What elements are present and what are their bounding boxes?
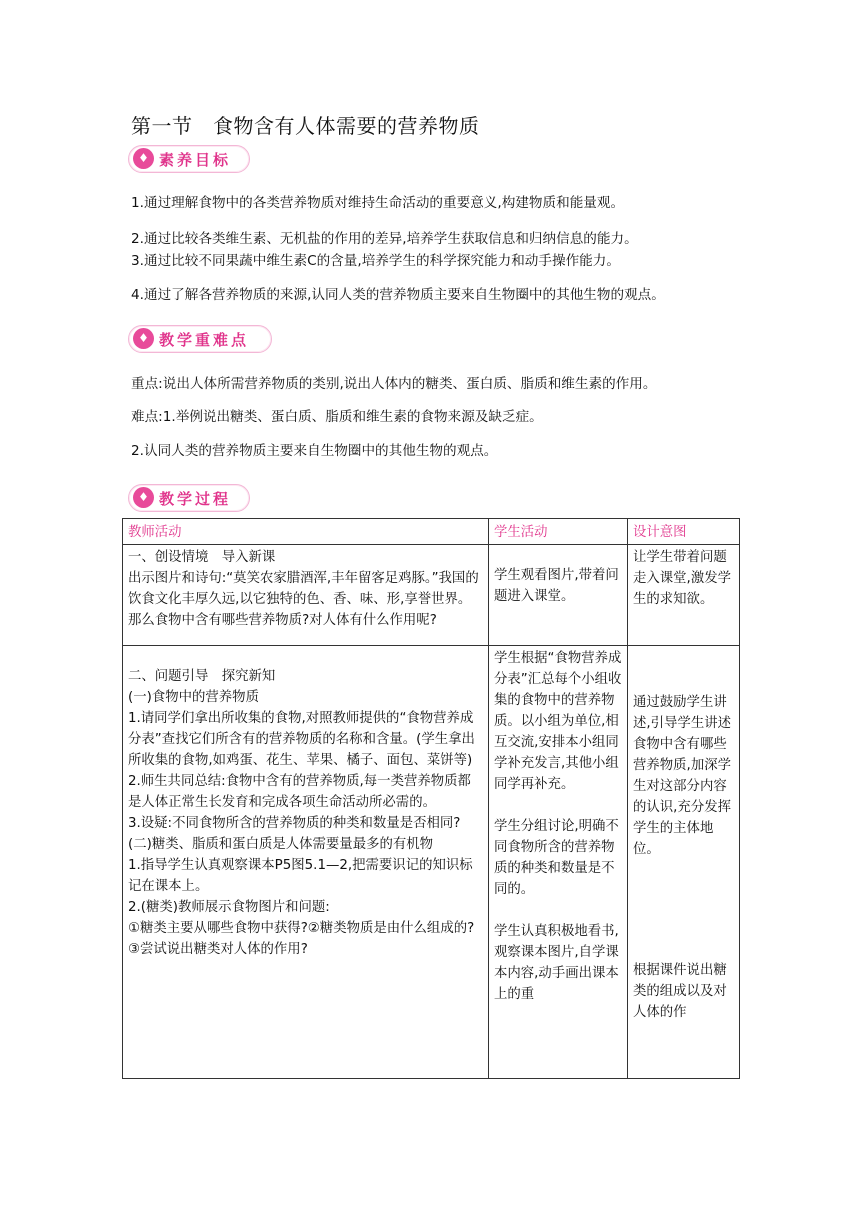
teacher-text: 二、问题引导 探究新知 xyxy=(128,669,276,684)
goal-item: 1.通过理解食物中的各类营养物质对维持生命活动的重要意义,构建物质和能量观。 xyxy=(131,195,625,211)
table-row xyxy=(123,545,740,646)
intent-text: 通过鼓励学生讲述,引导学生讲述食物中含有哪些营养物质,加深学生对这部分内容的认识,充分发挥学生的主体地位。 xyxy=(633,695,731,857)
teacher-text: (一)食物中的营养物质 xyxy=(128,690,259,705)
goal-item: 2.通过比较各类维生素、无机盐的作用的差异,培养学生获取信息和归纳信息的能力。 xyxy=(131,231,638,247)
section-label: 教学重难点 xyxy=(159,331,250,349)
section-icon: ♦ xyxy=(133,328,154,349)
teacher-cell xyxy=(123,646,489,1079)
section-badge-goals xyxy=(128,145,250,173)
section-badge-keypoints xyxy=(128,325,272,353)
student-cell xyxy=(489,545,628,646)
intent-cell xyxy=(628,646,740,1079)
teacher-text: 1.请同学们拿出所收集的食物,对照教师提供的“食物营养成分表”查找它们所含有的营养物质的名称和含量。(学生拿出所收集的食物,如鸡蛋、花生、苹果、橘子、面包、菜饼等) xyxy=(128,711,475,768)
teacher-text: 1.指导学生认真观察课本P5图5.1—2,把需要识记的知识标记在课本上。 xyxy=(128,858,473,894)
section-label: 教学过程 xyxy=(159,490,232,508)
student-text: 学生观看图片,带着问题进入课堂。 xyxy=(494,568,619,604)
goal-item: 3.通过比较不同果蔬中维生素C的含量,培养学生的科学探究能力和动手操作能力。 xyxy=(131,253,620,269)
table-row xyxy=(123,646,740,1079)
teacher-text: 一、创设情境 导入新课 xyxy=(128,550,276,565)
intent-cell xyxy=(628,545,740,646)
teacher-text: 3.设疑:不同食物所含的营养物质的种类和数量是否相同? xyxy=(128,816,461,831)
teacher-text: 2.师生共同总结:食物中含有的营养物质,每一类营养物质都是人体正常生长发育和完成各项生命活动所必需的。 xyxy=(128,774,471,810)
intent-text: 让学生带着问题走入课堂,激发学生的求知欲。 xyxy=(633,550,731,607)
header-teacher: 教师活动 xyxy=(123,519,489,545)
section-label: 素养目标 xyxy=(159,151,232,169)
header-student: 学生活动 xyxy=(489,519,628,545)
section-badge-process xyxy=(128,484,250,512)
section-icon: ♦ xyxy=(133,487,154,508)
teacher-text: 2.(糖类)教师展示食物图片和问题: xyxy=(128,900,330,915)
teacher-text: 出示图片和诗句:“莫笑农家腊酒浑,丰年留客足鸡豚。”我国的饮食文化丰厚久远,以它独特的色、香、味、形,享誉世界。那么食物中含有哪些营养物质?对人体有什么作用呢? xyxy=(128,571,479,628)
section-icon: ♦ xyxy=(133,148,154,169)
goal-item: 4.通过了解各营养物质的来源,认同人类的营养物质主要来自生物圈中的其他生物的观点。 xyxy=(131,287,665,303)
intent-text: 根据课件说出糖类的组成以及对人体的作 xyxy=(633,963,727,1020)
lesson-process-table xyxy=(122,518,740,1079)
header-intent: 设计意图 xyxy=(628,519,740,545)
keypoint-item: 2.认同人类的营养物质主要来自生物圈中的其他生物的观点。 xyxy=(131,443,498,459)
teacher-text: ①糖类主要从哪些食物中获得?②糖类物质是由什么组成的?③尝试说出糖类对人体的作用? xyxy=(128,921,475,957)
student-text: 学生分组讨论,明确不同食物所含的营养物质的种类和数量是不同的。 xyxy=(494,819,619,897)
keypoint-item: 难点:1.举例说出糖类、蛋白质、脂质和维生素的食物来源及缺乏症。 xyxy=(131,409,543,425)
page-title: 第一节 食物含有人体需要的营养物质 xyxy=(131,114,480,138)
teacher-cell xyxy=(123,545,489,646)
student-text: 学生根据“食物营养成分表”汇总每个小组收集的食物中的营养物质。以小组为单位,相互交流,安排本小组同学补充发言,其他小组同学再补充。 xyxy=(494,651,622,792)
table-header-row xyxy=(123,519,740,545)
teacher-text: (二)糖类、脂质和蛋白质是人体需要量最多的有机物 xyxy=(128,837,434,852)
keypoint-item: 重点:说出人体所需营养物质的类别,说出人体内的糖类、蛋白质、脂质和维生素的作用。 xyxy=(131,376,657,392)
student-text: 学生认真积极地看书,观察课本图片,自学课本内容,动手画出课本上的重 xyxy=(494,924,619,1002)
student-cell xyxy=(489,646,628,1079)
